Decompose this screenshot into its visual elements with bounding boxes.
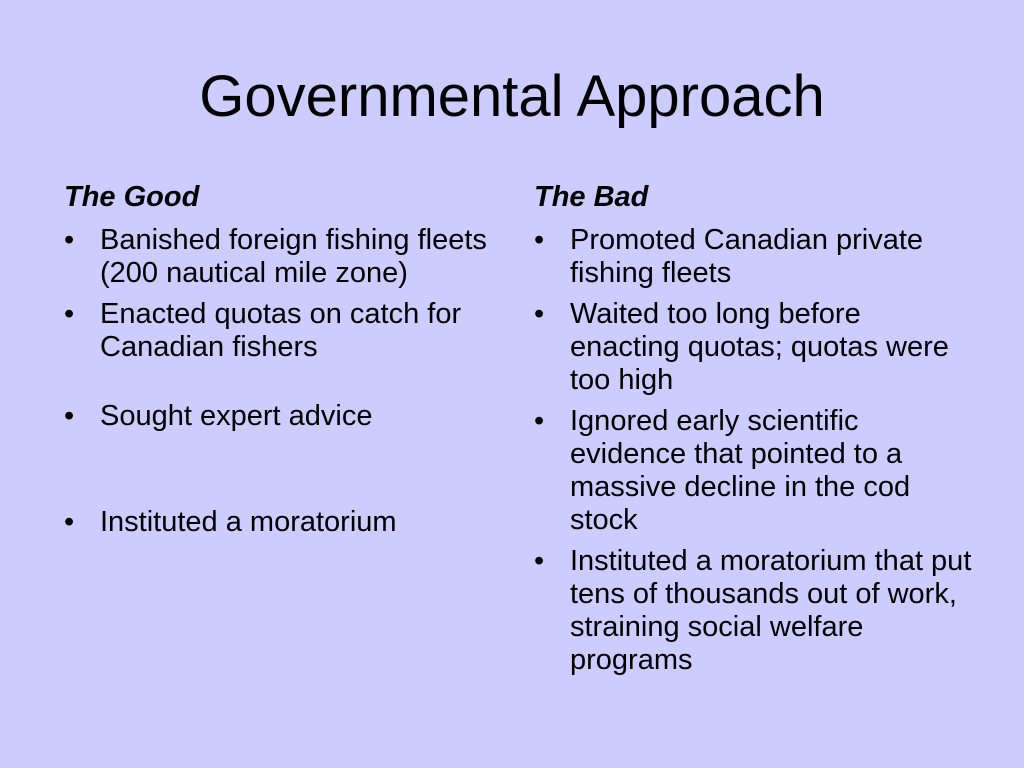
bullet-icon: • [534, 545, 545, 577]
bad-heading: The Bad [534, 181, 649, 213]
list-item [534, 298, 974, 397]
list-item [534, 545, 974, 677]
list-item [64, 298, 494, 364]
bullet-icon: • [64, 506, 75, 538]
bad-item-text: Waited too long before enacting quotas; quotas were too high [570, 298, 949, 396]
good-list [64, 224, 494, 539]
bad-column [534, 178, 974, 685]
bad-list [534, 224, 974, 677]
good-item-text: Enacted quotas on catch for Canadian fishers [100, 298, 462, 363]
bullet-icon: • [534, 298, 545, 330]
good-heading: The Good [64, 181, 200, 213]
good-column [64, 178, 494, 547]
bad-item-text: Ignored early scientific evidence that pointed to a massive decline in the cod stock [570, 405, 911, 536]
good-item-text: Banished foreign fishing fleets (200 nautical mile zone) [100, 224, 487, 289]
bullet-icon: • [534, 224, 545, 256]
bullet-icon: • [64, 224, 75, 256]
good-item-text: Instituted a moratorium [100, 506, 397, 538]
list-item [64, 224, 494, 290]
bullet-icon: • [64, 298, 75, 330]
list-item [534, 224, 974, 290]
list-item [534, 405, 974, 537]
bullet-icon: • [64, 400, 75, 432]
bad-item-text: Promoted Canadian private fishing fleets [570, 224, 924, 289]
list-item [64, 400, 494, 433]
list-item [64, 506, 494, 539]
slide-title: Governmental Approach [199, 64, 825, 129]
good-item-text: Sought expert advice [100, 400, 373, 432]
bullet-icon: • [534, 405, 545, 437]
bad-item-text: Instituted a moratorium that put tens of thousands out of work, straining social welfare programs [570, 545, 972, 676]
